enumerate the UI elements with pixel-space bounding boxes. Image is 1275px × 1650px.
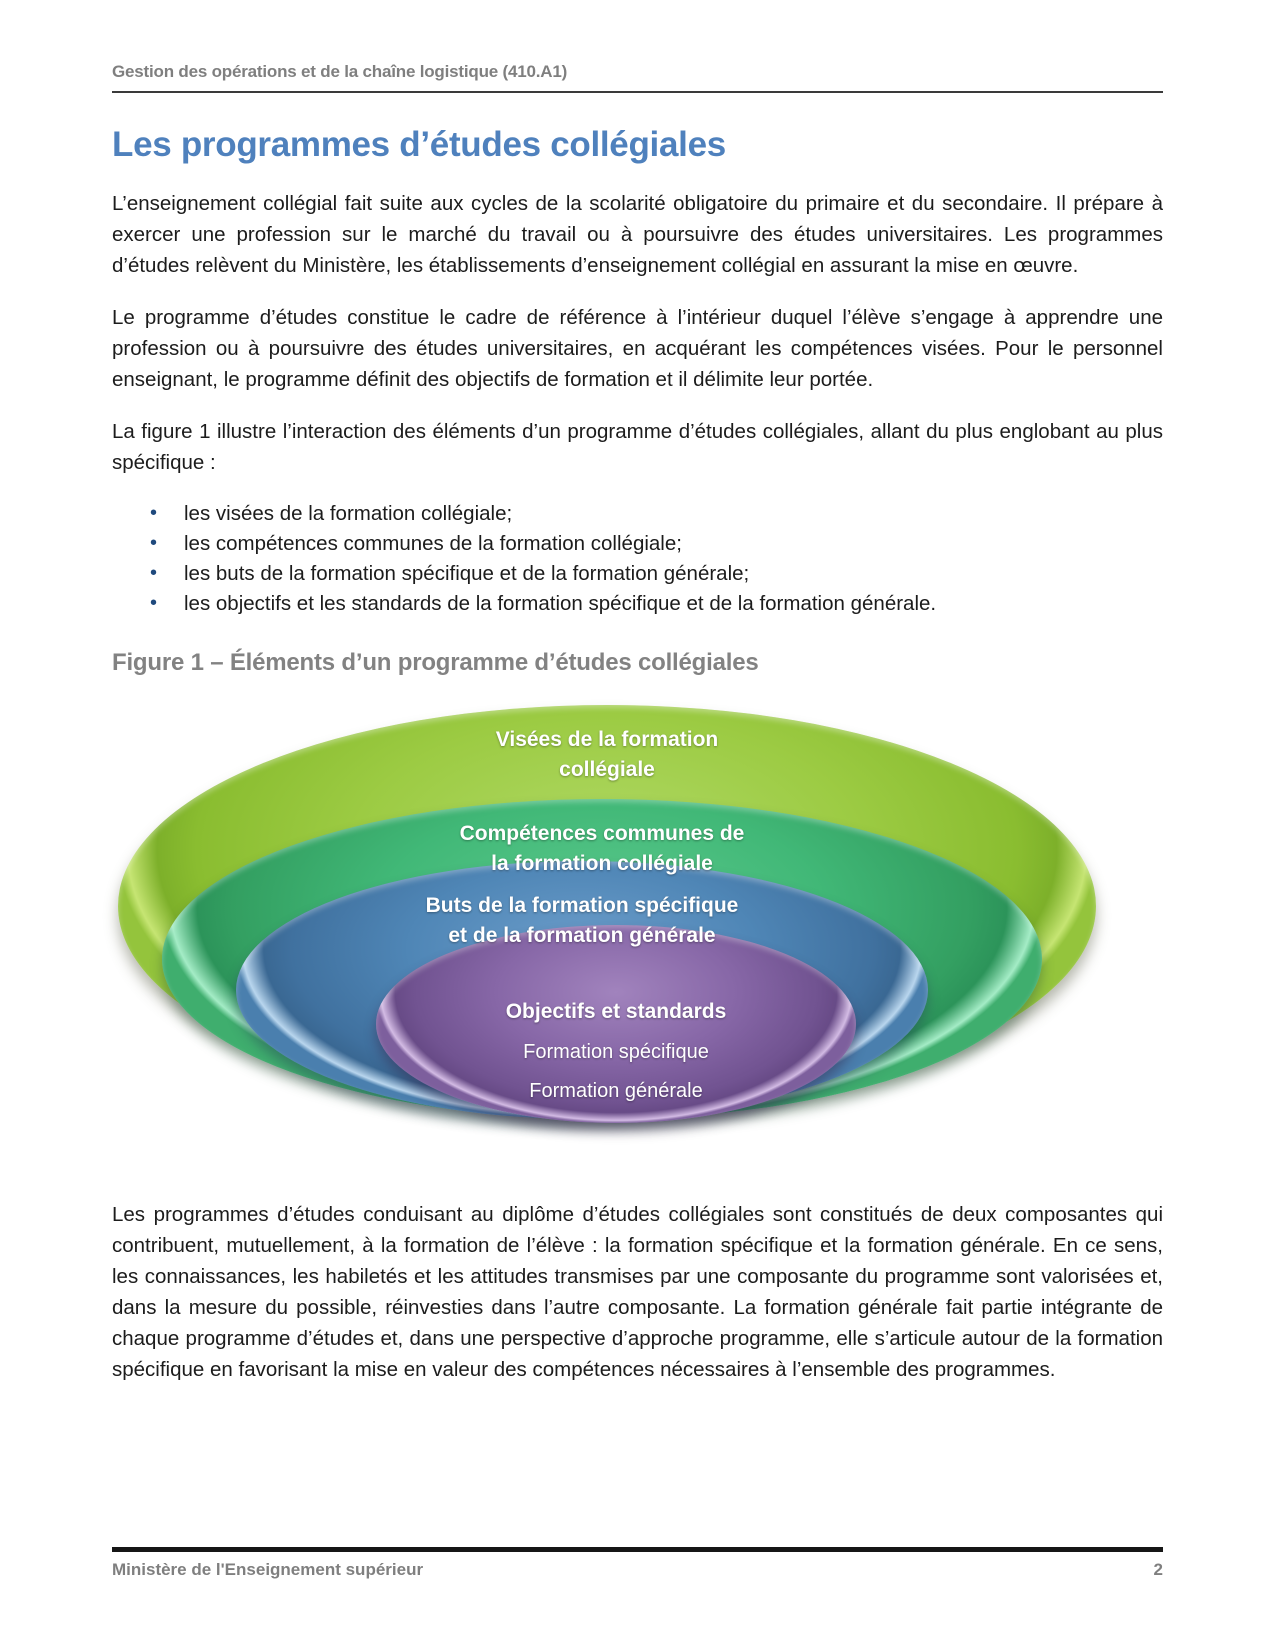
header-rule: [112, 91, 1163, 93]
footer-title: Ministère de l'Enseignement supérieur: [112, 1560, 424, 1579]
page-title: Les programmes d’études collégiales: [112, 125, 726, 164]
bullet-list: [112, 499, 1163, 619]
bullet-icon: •: [150, 561, 158, 584]
list-item: [150, 559, 1163, 589]
bullet-icon: •: [150, 531, 158, 554]
list-item: [150, 529, 1163, 559]
ring-label-line: Compétences communes de: [459, 821, 745, 845]
figure-caption: Figure 1 – Éléments d’un programme d’études collégiales: [112, 648, 759, 676]
ring-label-formation-generale: Formation générale: [529, 1079, 703, 1102]
ring-label-objectifs-title: Objectifs et standards: [505, 999, 727, 1023]
ring-label-competences: [162, 819, 1042, 879]
list-item-text: les compétences communes de la formation collégiale;: [184, 531, 682, 555]
page-number: 2: [1153, 1560, 1163, 1579]
nested-ellipses-figure: [114, 703, 1114, 1155]
header-title: Gestion des opérations et de la chaîne logistique (410.A1): [112, 62, 568, 81]
list-item-text: les visées de la formation collégiale;: [184, 501, 513, 525]
paragraph: Le programme d’études constitue le cadre de référence à l’intérieur duquel l’élève s’engage à apprendre une profession ou à poursuivre des études universitaires, en acquérant les compétences visées. Pour le personnel enseignant, le programme définit des objectifs de formation et il délimite leur portée.: [112, 306, 1163, 392]
list-item-text: les objectifs et les standards de la formation spécifique et de la formation générale.: [184, 591, 937, 615]
paragraph: Les programmes d’études conduisant au diplôme d’études collégiales sont constitués de deux composantes qui contribuent, mutuellement, à la formation de l’élève : la formation spécifique et la formation générale. En ce sens, les connaissances, les habiletés et les attitudes transmises par une composante du programme sont valorisées et, dans la mesure du possible, réinvesties dans l’autre composante. La formation générale fait partie intégrante de chaque programme d’études et, dans une perspective d’approche programme, elle s’articule autour de la formation spécifique en favorisant la mise en valeur des compétences nécessaires à l’ensemble des programmes.: [112, 1202, 1163, 1381]
page-footer: [112, 1547, 1163, 1580]
page-header: [112, 0, 1163, 93]
list-item-text: les buts de la formation spécifique et de la formation générale;: [184, 561, 750, 585]
ring-label-line: Visées de la formation: [495, 727, 719, 751]
ring-label-line: la formation collégiale: [491, 851, 713, 875]
list-item: [150, 589, 1163, 619]
paragraph: La figure 1 illustre l’interaction des éléments d’un programme d’études collégiales, allant du plus englobant au plus spécifique :: [112, 420, 1163, 475]
ring-label-line: collégiale: [559, 757, 655, 781]
ring-label-line: et de la formation générale: [448, 923, 716, 947]
bullet-icon: •: [150, 591, 158, 614]
ring-label-buts: [236, 891, 928, 951]
paragraph: L’enseignement collégial fait suite aux cycles de la scolarité obligatoire du primaire et du secondaire. Il prépare à exercer une profession sur le marché du travail ou à poursuivre des études universitaires. Les programmes d’études relèvent du Ministère, les établissements d’enseignement collégial en assurant la mise en œuvre.: [112, 192, 1163, 278]
ring-label-line: Buts de la formation spécifique: [425, 893, 739, 917]
ring-label-formation-specifique: Formation spécifique: [523, 1040, 709, 1063]
list-item: [150, 499, 1163, 529]
ring-label-visees: [118, 725, 1096, 785]
bullet-icon: •: [150, 501, 158, 524]
